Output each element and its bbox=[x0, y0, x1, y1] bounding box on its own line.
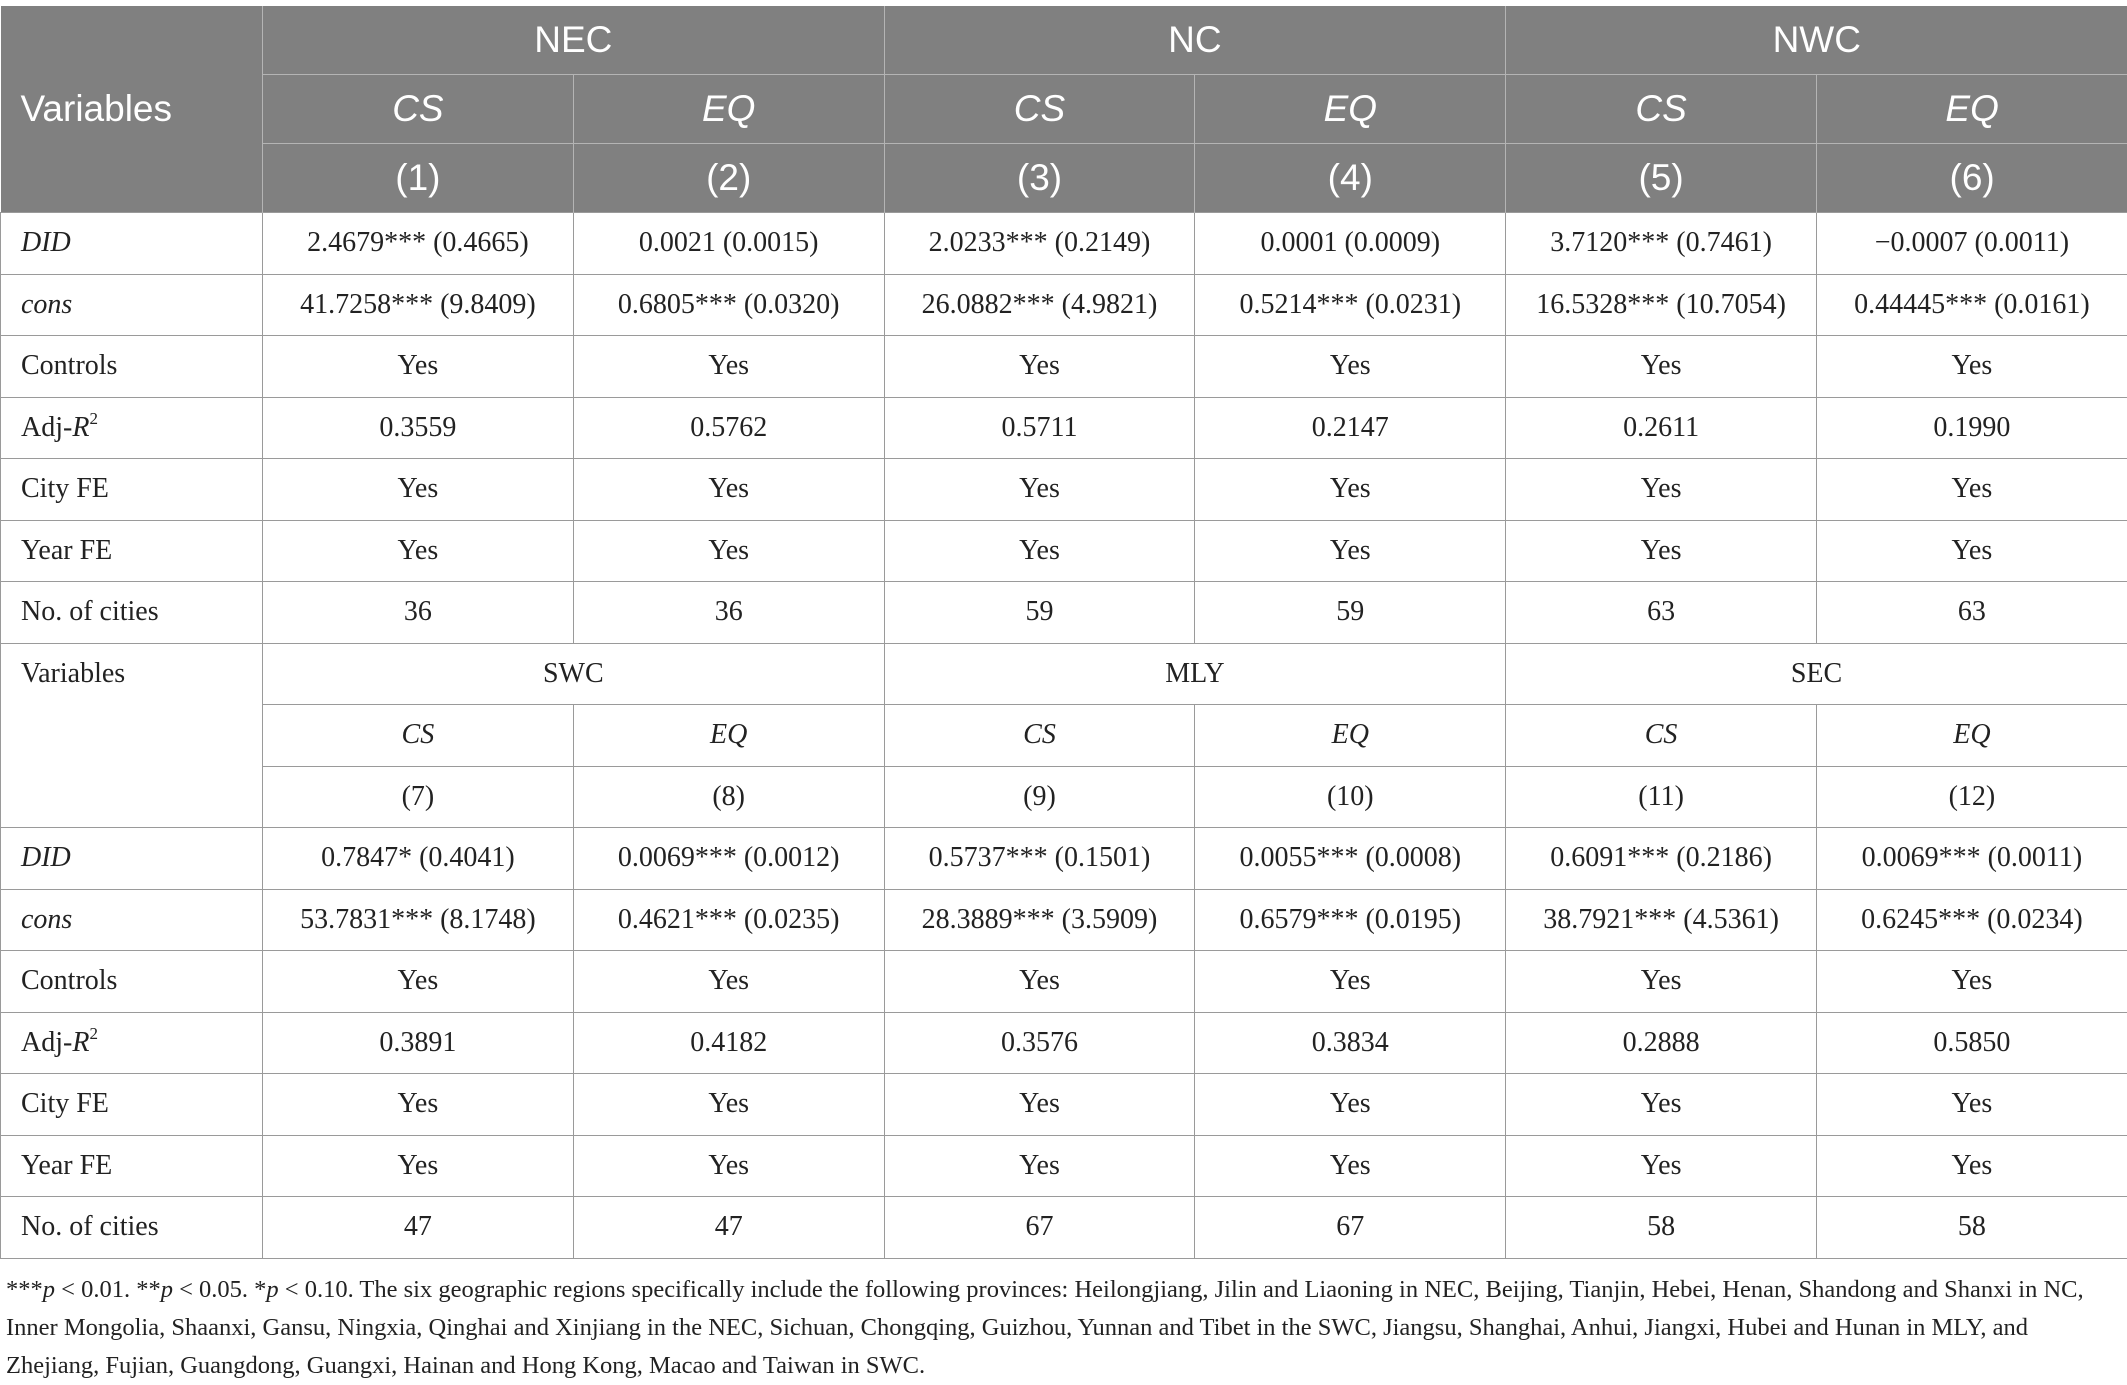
row-label bbox=[1, 828, 263, 890]
row-label-text: No. of cities bbox=[21, 596, 159, 627]
panel-b-subcol: CS bbox=[263, 705, 574, 767]
row-label-superscript: 2 bbox=[89, 1024, 98, 1043]
table-cell: 28.3889*** (3.5909) bbox=[884, 889, 1195, 951]
row-label-italic-r: R bbox=[72, 412, 89, 443]
table-row bbox=[1, 213, 2127, 275]
panel-b-subcol: CS bbox=[884, 705, 1195, 767]
header-subcol: CS bbox=[1506, 75, 1817, 144]
footnote-text: The six geographic regions specifically include the following provinces: Heilongjiang, Jilin and Liaoning in NEC, Beijing, Tianjin, Hebei, Henan, Shandong and Shanxi in NC, Inner Mongolia, Shaanxi, Gansu, Ningxia, Qinghai and Xinjiang in the NEC, Sichuan, Chongqing, Guizhou, Yunnan and Tibet in the SWC, Jiangsu, Shanghai, Anhui, Jiangxi, Hubei and Hunan in MLY, and Zhejiang, Fujian, Guangdong, Guangxi, Hainan and Hong Kong, Macao and Taiwan in SWC. bbox=[6, 1276, 2084, 1379]
row-label bbox=[1, 582, 263, 644]
table-row bbox=[1, 828, 2127, 890]
footnote-sig1-p: p bbox=[43, 1276, 55, 1303]
row-label-text: City FE bbox=[21, 1088, 109, 1119]
table-cell: 0.6805*** (0.0320) bbox=[573, 274, 884, 336]
table-cell: Yes bbox=[1817, 1135, 2127, 1197]
table-cell: Yes bbox=[1195, 520, 1506, 582]
table-cell: 2.4679*** (0.4665) bbox=[263, 213, 574, 275]
header-region-nec: NEC bbox=[263, 6, 885, 75]
panel-b-col-number: (11) bbox=[1506, 766, 1817, 828]
table-cell: 0.3559 bbox=[263, 397, 574, 459]
table-cell: 0.5762 bbox=[573, 397, 884, 459]
table-cell: Yes bbox=[884, 520, 1195, 582]
header-col-number: (3) bbox=[884, 144, 1195, 213]
table-cell: 0.2611 bbox=[1506, 397, 1817, 459]
header-subcol: EQ bbox=[1195, 75, 1506, 144]
row-label-text: cons bbox=[21, 904, 72, 935]
panel-b-col-number: (12) bbox=[1817, 766, 2127, 828]
table-cell: Yes bbox=[1506, 336, 1817, 398]
panel-a-body bbox=[1, 213, 2127, 644]
table-cell: 0.6579*** (0.0195) bbox=[1195, 889, 1506, 951]
table-cell: 53.7831*** (8.1748) bbox=[263, 889, 574, 951]
table-cell: 0.0001 (0.0009) bbox=[1195, 213, 1506, 275]
table-row bbox=[1, 274, 2127, 336]
header-col-number: (5) bbox=[1506, 144, 1817, 213]
table-row bbox=[1, 1074, 2127, 1136]
table-cell: Yes bbox=[1506, 951, 1817, 1013]
table-cell: 36 bbox=[573, 582, 884, 644]
regression-table-container bbox=[0, 6, 2127, 1385]
header-subcol: CS bbox=[263, 75, 574, 144]
row-label-text: City FE bbox=[21, 473, 109, 504]
table-cell: 41.7258*** (9.8409) bbox=[263, 274, 574, 336]
table-row bbox=[1, 397, 2127, 459]
row-label bbox=[1, 1012, 263, 1074]
panel-b-subcol: EQ bbox=[1195, 705, 1506, 767]
row-label bbox=[1, 213, 263, 275]
row-label-italic-r: R bbox=[72, 1027, 89, 1058]
table-cell: Yes bbox=[1506, 1074, 1817, 1136]
table-cell: 3.7120*** (0.7461) bbox=[1506, 213, 1817, 275]
table-cell: 63 bbox=[1506, 582, 1817, 644]
table-cell: Yes bbox=[1195, 459, 1506, 521]
table-cell: 0.5737*** (0.1501) bbox=[884, 828, 1195, 890]
header-subcol: EQ bbox=[573, 75, 884, 144]
row-label-text: cons bbox=[21, 289, 72, 320]
row-label bbox=[1, 889, 263, 951]
table-cell: Yes bbox=[884, 1074, 1195, 1136]
table-cell: 0.2888 bbox=[1506, 1012, 1817, 1074]
footnote-sig1-stars: *** bbox=[6, 1276, 43, 1303]
table-cell: 63 bbox=[1817, 582, 2127, 644]
table-cell: 0.5214*** (0.0231) bbox=[1195, 274, 1506, 336]
table-cell: Yes bbox=[1506, 459, 1817, 521]
table-cell: 58 bbox=[1817, 1197, 2127, 1259]
table-cell: Yes bbox=[1817, 520, 2127, 582]
row-label bbox=[1, 274, 263, 336]
table-cell: Yes bbox=[573, 951, 884, 1013]
row-label-text: Adj-R bbox=[21, 1027, 89, 1058]
table-cell: Yes bbox=[573, 336, 884, 398]
table-cell: Yes bbox=[1195, 951, 1506, 1013]
header-subcol: CS bbox=[884, 75, 1195, 144]
table-cell: Yes bbox=[884, 336, 1195, 398]
row-label-text: DID bbox=[21, 842, 71, 873]
panel-b-subcol: CS bbox=[1506, 705, 1817, 767]
table-cell: 0.1990 bbox=[1817, 397, 2127, 459]
table-cell: 0.4182 bbox=[573, 1012, 884, 1074]
table-cell: 26.0882*** (4.9821) bbox=[884, 274, 1195, 336]
table-cell: 0.4621*** (0.0235) bbox=[573, 889, 884, 951]
footnote-sig1-rest: < 0.01. bbox=[55, 1276, 136, 1303]
table-cell: 0.0069*** (0.0011) bbox=[1817, 828, 2127, 890]
table-cell: 0.0069*** (0.0012) bbox=[573, 828, 884, 890]
table-row bbox=[1, 951, 2127, 1013]
table-row bbox=[1, 1012, 2127, 1074]
table-cell: 0.6091*** (0.2186) bbox=[1506, 828, 1817, 890]
table-cell: 38.7921*** (4.5361) bbox=[1506, 889, 1817, 951]
table-header bbox=[1, 6, 2127, 213]
table-cell: 0.0055*** (0.0008) bbox=[1195, 828, 1506, 890]
table-cell: Yes bbox=[1817, 336, 2127, 398]
row-label-text: Year FE bbox=[21, 535, 112, 566]
header-col-number: (6) bbox=[1817, 144, 2127, 213]
table-row bbox=[1, 889, 2127, 951]
row-label bbox=[1, 459, 263, 521]
panel-b-subcol: EQ bbox=[1817, 705, 2127, 767]
table-cell: 59 bbox=[1195, 582, 1506, 644]
table-cell: 0.7847* (0.4041) bbox=[263, 828, 574, 890]
table-footnote bbox=[0, 1271, 2127, 1385]
panel-b-variables: Variables bbox=[1, 643, 263, 828]
table-cell: 0.6245*** (0.0234) bbox=[1817, 889, 2127, 951]
row-label-superscript: 2 bbox=[89, 409, 98, 428]
panel-b-header bbox=[1, 643, 2127, 828]
row-label bbox=[1, 336, 263, 398]
row-label-text: Controls bbox=[21, 965, 117, 996]
panel-b-col-number: (9) bbox=[884, 766, 1195, 828]
table-cell: Yes bbox=[573, 459, 884, 521]
table-cell: Yes bbox=[1817, 951, 2127, 1013]
table-row bbox=[1, 336, 2127, 398]
table-cell: 0.0021 (0.0015) bbox=[573, 213, 884, 275]
panel-b-col-number: (7) bbox=[263, 766, 574, 828]
table-cell: 16.5328*** (10.7054) bbox=[1506, 274, 1817, 336]
table-row bbox=[1, 1197, 2127, 1259]
table-cell: Yes bbox=[263, 951, 574, 1013]
table-row bbox=[1, 520, 2127, 582]
table-cell: Yes bbox=[1817, 459, 2127, 521]
table-cell: Yes bbox=[573, 1135, 884, 1197]
table-cell: Yes bbox=[884, 459, 1195, 521]
header-subcol: EQ bbox=[1817, 75, 2127, 144]
panel-b-body bbox=[1, 828, 2127, 1259]
panel-b-col-number: (10) bbox=[1195, 766, 1506, 828]
table-cell: Yes bbox=[263, 336, 574, 398]
table-cell: 0.3891 bbox=[263, 1012, 574, 1074]
row-label-text: Adj-R bbox=[21, 412, 89, 443]
table-cell: Yes bbox=[263, 1135, 574, 1197]
table-cell: 0.2147 bbox=[1195, 397, 1506, 459]
header-region-nc: NC bbox=[884, 6, 1506, 75]
row-label bbox=[1, 1197, 263, 1259]
table-cell: 0.3834 bbox=[1195, 1012, 1506, 1074]
table-cell: Yes bbox=[884, 951, 1195, 1013]
table-cell: 36 bbox=[263, 582, 574, 644]
panel-b-region-sec: SEC bbox=[1506, 643, 2127, 705]
table-row bbox=[1, 582, 2127, 644]
table-cell: Yes bbox=[1817, 1074, 2127, 1136]
table-cell: Yes bbox=[1506, 520, 1817, 582]
table-cell: 67 bbox=[1195, 1197, 1506, 1259]
row-label-text: No. of cities bbox=[21, 1211, 159, 1242]
table-cell: Yes bbox=[263, 459, 574, 521]
table-cell: 0.44445*** (0.0161) bbox=[1817, 274, 2127, 336]
row-label-text: DID bbox=[21, 227, 71, 258]
header-variables: Variables bbox=[1, 6, 263, 213]
header-col-number: (4) bbox=[1195, 144, 1506, 213]
panel-b-region-mly: MLY bbox=[884, 643, 1506, 705]
table-cell: 67 bbox=[884, 1197, 1195, 1259]
table-cell: 59 bbox=[884, 582, 1195, 644]
row-label-text: Controls bbox=[21, 350, 117, 381]
table-cell: 47 bbox=[263, 1197, 574, 1259]
table-cell: Yes bbox=[263, 520, 574, 582]
header-region-nwc: NWC bbox=[1506, 6, 2127, 75]
table-cell: Yes bbox=[573, 1074, 884, 1136]
table-row bbox=[1, 459, 2127, 521]
table-row bbox=[1, 1135, 2127, 1197]
table-cell: Yes bbox=[1506, 1135, 1817, 1197]
table-cell: Yes bbox=[573, 520, 884, 582]
table-cell: 0.3576 bbox=[884, 1012, 1195, 1074]
row-label bbox=[1, 397, 263, 459]
footnote-sig3-p: p bbox=[266, 1276, 278, 1303]
table-cell: 0.5850 bbox=[1817, 1012, 2127, 1074]
footnote-sig2-p: p bbox=[161, 1276, 173, 1303]
table-cell: 58 bbox=[1506, 1197, 1817, 1259]
table-cell: Yes bbox=[1195, 1074, 1506, 1136]
panel-b-region-swc: SWC bbox=[263, 643, 885, 705]
footnote-sig2-stars: ** bbox=[136, 1276, 161, 1303]
table-cell: 2.0233*** (0.2149) bbox=[884, 213, 1195, 275]
table-cell: Yes bbox=[884, 1135, 1195, 1197]
header-col-number: (1) bbox=[263, 144, 574, 213]
table-cell: 47 bbox=[573, 1197, 884, 1259]
table-cell: Yes bbox=[1195, 336, 1506, 398]
row-label bbox=[1, 1074, 263, 1136]
table-cell: Yes bbox=[263, 1074, 574, 1136]
regression-table bbox=[0, 6, 2127, 1259]
header-col-number: (2) bbox=[573, 144, 884, 213]
footnote-sig3-rest: < 0.10. bbox=[279, 1276, 360, 1303]
row-label bbox=[1, 951, 263, 1013]
footnote-sig3-stars: * bbox=[254, 1276, 266, 1303]
footnote-sig2-rest: < 0.05. bbox=[173, 1276, 254, 1303]
row-label bbox=[1, 1135, 263, 1197]
table-cell: Yes bbox=[1195, 1135, 1506, 1197]
table-cell: −0.0007 (0.0011) bbox=[1817, 213, 2127, 275]
panel-b-subcol: EQ bbox=[573, 705, 884, 767]
row-label bbox=[1, 520, 263, 582]
row-label-text: Year FE bbox=[21, 1150, 112, 1181]
panel-b-col-number: (8) bbox=[573, 766, 884, 828]
table-cell: 0.5711 bbox=[884, 397, 1195, 459]
